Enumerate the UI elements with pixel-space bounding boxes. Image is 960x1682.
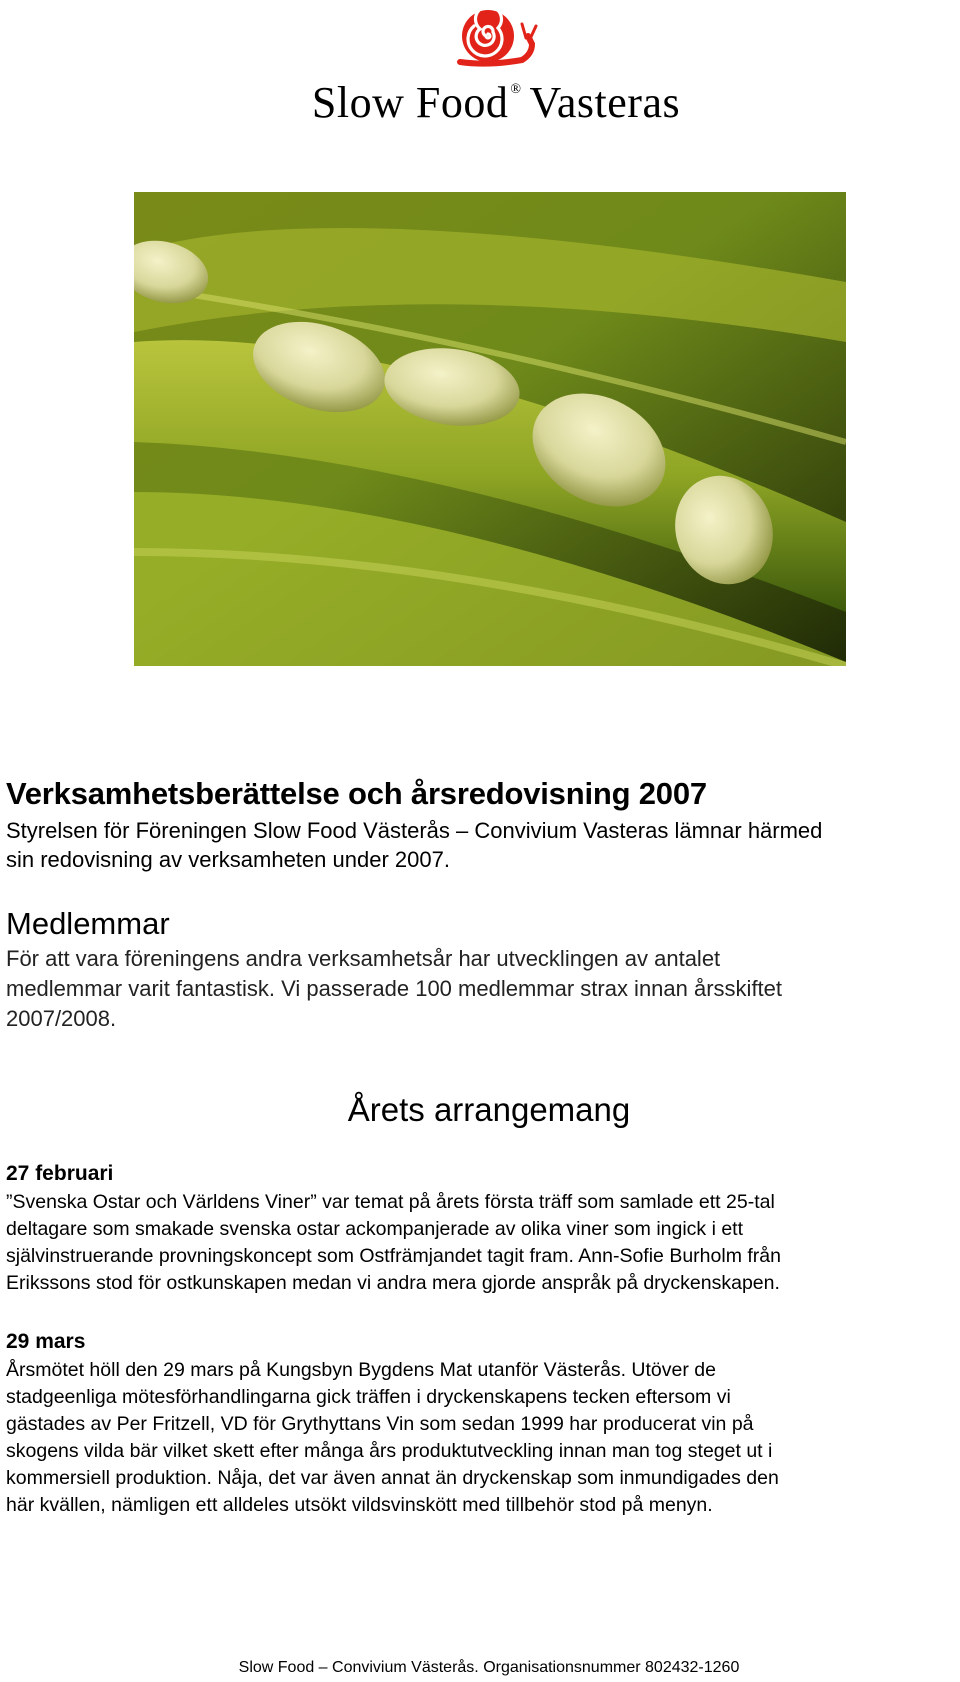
green-bean-pod-photo xyxy=(134,192,846,666)
intro-paragraph xyxy=(6,816,960,874)
members-line: medlemmar varit fantastisk. Vi passerade 100 medlemmar strax innan årsskiftet xyxy=(6,976,783,1001)
brand-location: Vasteras xyxy=(529,78,681,127)
brand-name: Slow Food xyxy=(311,78,509,127)
event-line: självinstruerande provningskoncept som Ostfrämjandet tagit fram. Ann-Sofie Burholm från xyxy=(6,1245,781,1267)
event-line: här kvällen, nämligen ett alldeles utsökt vildsvinskött med tillbehör stod på menyn. xyxy=(6,1494,713,1516)
document-title: Verksamhetsberättelse och årsredovisning 2007 xyxy=(6,776,707,811)
event-line: deltagare som smakade svenska ostar ackompanjerade av olika viner som ingick i ett xyxy=(6,1218,744,1240)
event-paragraph xyxy=(6,1357,960,1519)
event-line: kommersiell produktion. Nåja, det var även annat än dryckenskap som inmundigades den xyxy=(6,1467,779,1489)
logo xyxy=(0,0,960,127)
event-date: 27 februari xyxy=(6,1162,114,1185)
intro-line: Styrelsen för Föreningen Slow Food Västerås – Convivium Vasteras lämnar härmed xyxy=(6,818,823,843)
event-date: 29 mars xyxy=(6,1330,86,1353)
events-heading: Årets arrangemang xyxy=(347,1091,631,1128)
event-line: skogens vilda bär vilket skett efter många års produktutveckling innan man tog steget ut i xyxy=(6,1440,773,1462)
brand-wordmark xyxy=(0,62,960,131)
members-line: 2007/2008. xyxy=(6,1006,117,1031)
page-footer: Slow Food – Convivium Västerås. Organisationsnummer 802432-1260 xyxy=(238,1659,740,1676)
event-line: Årsmötet höll den 29 mars på Kungsbyn Bygdens Mat utanför Västerås. Utöver de xyxy=(6,1359,716,1381)
event-line: stadgeenliga mötesförhandlingarna gick träffen i dryckenskapens tecken eftersom vi xyxy=(6,1386,731,1408)
event-line: gästades av Per Fritzell, VD för Grythyttans Vin som sedan 1999 har producerat vin på xyxy=(6,1413,754,1435)
event-paragraph xyxy=(6,1189,960,1297)
event-line: ”Svenska Ostar och Världens Viner” var temat på årets första träff som samlade ett 25-tal xyxy=(6,1191,775,1213)
members-line: För att vara föreningens andra verksamhetsår har utvecklingen av antalet xyxy=(6,946,721,971)
members-paragraph xyxy=(6,944,960,1034)
snail-logo-icon xyxy=(452,6,542,68)
registered-mark: ® xyxy=(510,82,522,97)
event-line: Erikssons stod för ostkunskapen medan vi andra mera gjorde anspråk på dryckenskapen. xyxy=(6,1272,780,1294)
intro-line: sin redovisning av verksamheten under 2007. xyxy=(6,847,450,872)
members-heading: Medlemmar xyxy=(6,906,170,941)
